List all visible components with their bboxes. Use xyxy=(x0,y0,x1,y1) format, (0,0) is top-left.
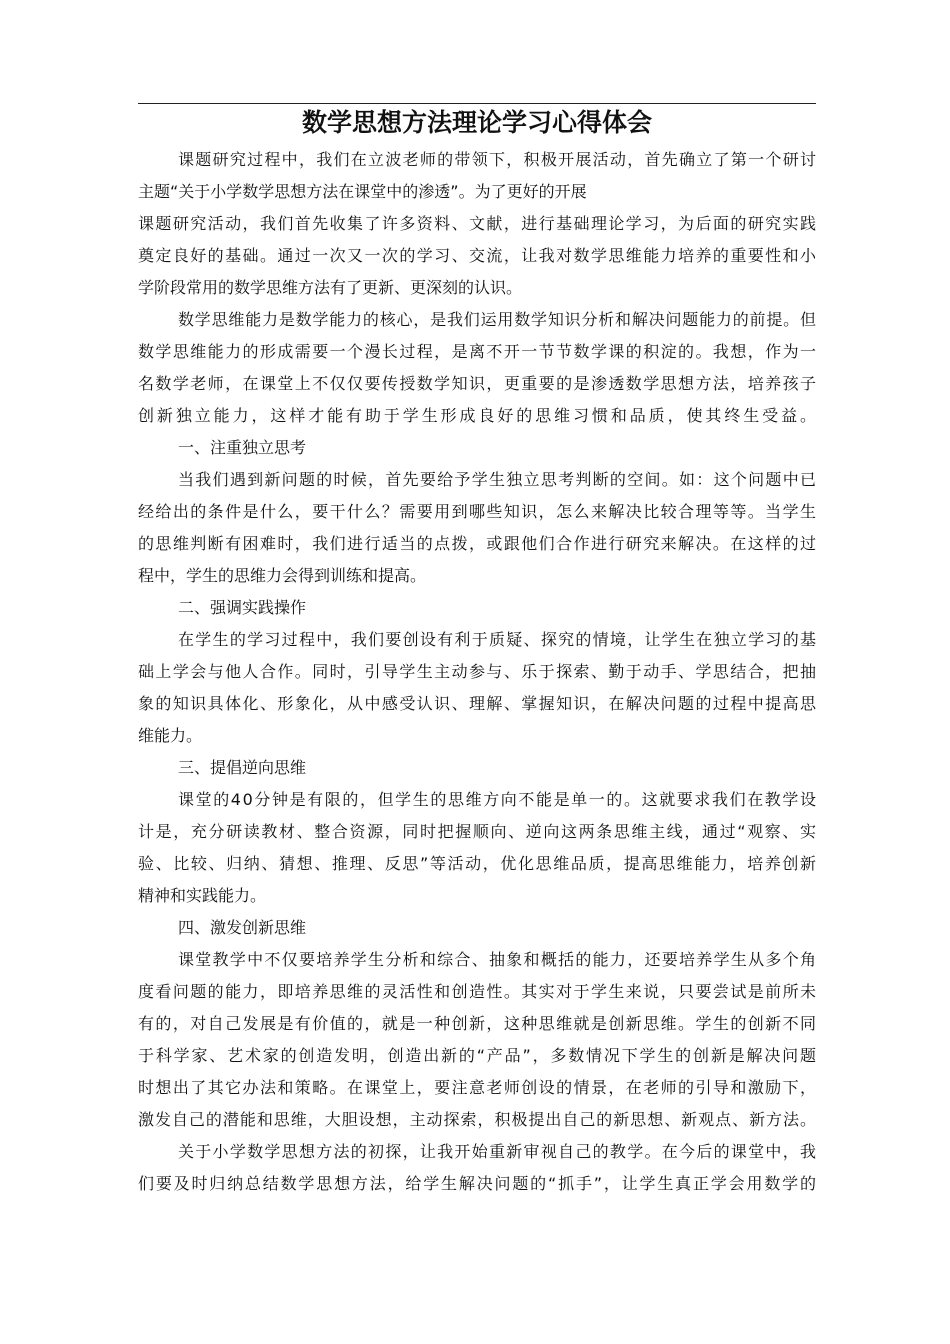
document-body xyxy=(138,144,828,1200)
text-line: 奠定良好的基础。通过一次又一次的学习、交流，让我对数学思维能力培养的重要性和小 xyxy=(138,246,818,265)
text-line: 课堂教学中不仅要培养学生分析和综合、抽象和概括的能力，还要培养学生从多个角 xyxy=(178,950,818,969)
text-line: 程中，学生的思维力会得到训练和提高。 xyxy=(138,566,427,585)
text-line: 计是，充分研读教材、整合资源，同时把握顺向、逆向这两条思维主线，通过“观察、实 xyxy=(138,822,818,841)
text-line: 经给出的条件是什么，要干什么？需要用到哪些知识，怎么来解决比较合理等等。当学生 xyxy=(138,502,818,521)
text-line: 课堂的40分钟是有限的，但学生的思维方向不能是单一的。这就要求我们在教学设 xyxy=(178,790,818,809)
document-title: 数学思想方法理论学习心得体会 xyxy=(301,108,652,137)
text-line: 时想出了其它办法和策略。在课堂上，要注意老师创设的情景，在老师的引导和激励下， xyxy=(138,1078,818,1097)
text-line: 的思维判断有困难时，我们进行适当的点拨，或跟他们合作进行研究来解决。在这样的过 xyxy=(138,534,818,553)
text-line: 验、比较、归纳、猜想、推理、反思”等活动，优化思维品质，提高思维能力，培养创新 xyxy=(138,854,818,873)
text-line: 度看问题的能力，即培养思维的灵活性和创造性。其实对于学生来说，只要尝试是前所未 xyxy=(138,982,818,1001)
text-line: 数学思维能力是数学能力的核心，是我们运用数学知识分析和解决问题能力的前提。但 xyxy=(178,310,817,329)
text-line: 二、强调实践操作 xyxy=(178,598,307,617)
text-line: 主题“关于小学数学思想方法在课堂中的渗透”。为了更好的开展 xyxy=(138,182,587,201)
header-rule xyxy=(138,103,816,104)
text-line: 一、注重独立思考 xyxy=(178,438,307,457)
text-line: 学阶段常用的数学思维方法有了更新、更深刻的认识。 xyxy=(138,278,523,297)
text-line: 名数学老师，在课堂上不仅仅要传授数学知识，更重要的是渗透数学思想方法，培养孩子 xyxy=(138,374,818,393)
text-line: 维能力。 xyxy=(138,726,203,745)
text-line: 创新独立能力，这样才能有助于学生形成良好的思维习惯和品质，使其终生受益。 xyxy=(138,406,819,425)
text-line: 数学思维能力的形成需要一个漫长过程，是离不开一节节数学课的积淀的。我想，作为一 xyxy=(138,342,818,361)
text-line: 础上学会与他人合作。同时，引导学生主动参与、乐于探索、勤于动手、学思结合，把抽 xyxy=(138,662,818,681)
text-line: 课题研究活动，我们首先收集了许多资料、文献，进行基础理论学习，为后面的研究实践 xyxy=(138,214,818,233)
text-line: 有的，对自己发展是有价值的，就是一种创新，这种思维就是创新思维。学生的创新不同 xyxy=(138,1014,818,1033)
text-line: 课题研究过程中，我们在立波老师的带领下，积极开展活动，首先确立了第一个研讨 xyxy=(178,150,818,169)
text-line: 象的知识具体化、形象化，从中感受认识、理解、掌握知识，在解决问题的过程中提高思 xyxy=(138,694,818,713)
text-line: 四、激发创新思维 xyxy=(178,918,307,937)
text-line: 当我们遇到新问题的时候，首先要给予学生独立思考判断的空间。如：这个问题中已 xyxy=(178,470,818,489)
text-line: 关于小学数学思想方法的初探，让我开始重新审视自己的教学。在今后的课堂中，我 xyxy=(178,1142,818,1161)
text-line: 三、提倡逆向思维 xyxy=(178,758,307,777)
text-line: 们要及时归纳总结数学思想方法，给学生解决问题的“抓手”，让学生真正学会用数学的 xyxy=(138,1174,818,1193)
text-line: 激发自己的潜能和思维，大胆设想，主动探索，积极提出自己的新思想、新观点、新方法。 xyxy=(138,1110,817,1129)
text-line: 于科学家、艺术家的创造发明，创造出新的“产品”，多数情况下学生的创新是解决问题 xyxy=(138,1046,818,1065)
text-line: 在学生的学习过程中，我们要创设有利于质疑、探究的情境，让学生在独立学习的基 xyxy=(178,630,818,649)
text-line: 精神和实践能力。 xyxy=(138,886,267,905)
